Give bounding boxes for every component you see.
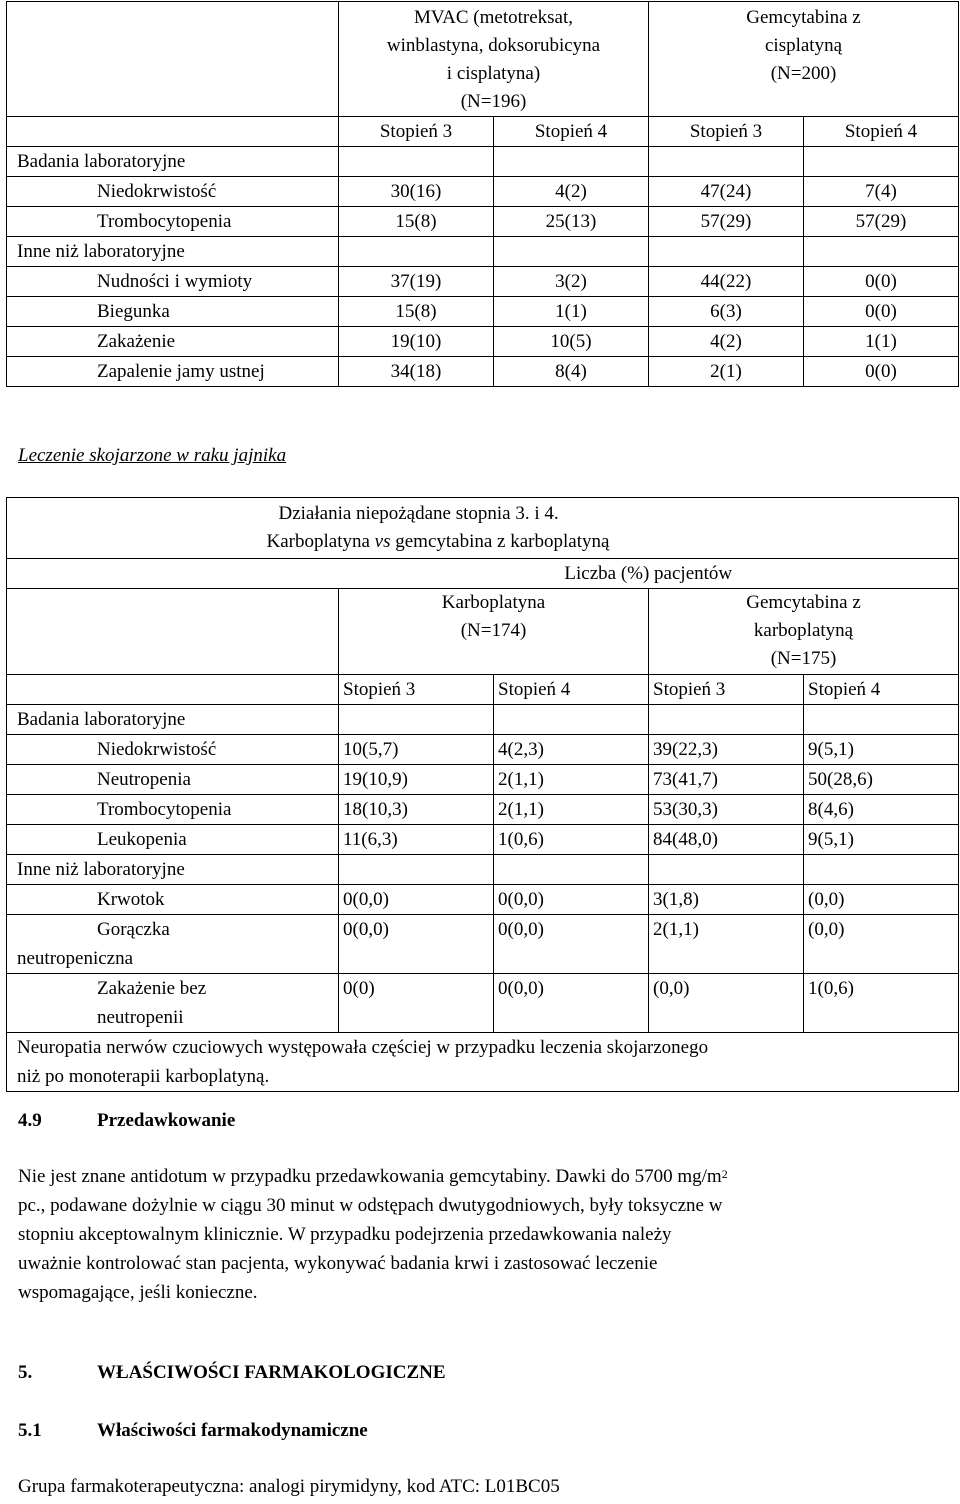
cell: 2(1,1) xyxy=(494,795,649,825)
table-row xyxy=(7,825,959,855)
cell: 0(0) xyxy=(804,267,959,297)
cell: 15(8) xyxy=(339,207,494,237)
cell: 84(48,0) xyxy=(649,825,804,855)
table-row xyxy=(7,297,959,327)
section-title: Badania laboratoryjne xyxy=(7,147,339,177)
table2-footnote-row xyxy=(7,1033,959,1092)
cell: 4(2) xyxy=(649,327,804,357)
table2-group1-header: Karboplatyna (N=174) xyxy=(339,589,649,675)
cell: 11(6,3) xyxy=(339,825,494,855)
cell: 53(30,3) xyxy=(649,795,804,825)
table-carboplatin-vs-gemcitabine xyxy=(6,497,959,1092)
grade-header: Stopień 3 xyxy=(339,675,494,705)
cell: 73(41,7) xyxy=(649,765,804,795)
section-title: Inne niż laboratoryjne xyxy=(7,237,339,267)
table2-section-row xyxy=(7,705,959,735)
cell: 44(22) xyxy=(649,267,804,297)
table-row xyxy=(7,915,959,974)
cell: (0,0) xyxy=(649,974,804,1033)
section-title: Badania laboratoryjne xyxy=(7,705,339,735)
table2-group-header-row xyxy=(7,589,959,675)
table1-group-header-row xyxy=(7,2,959,117)
cell: 3(2) xyxy=(494,267,649,297)
cell: 4(2,3) xyxy=(494,735,649,765)
cell: 57(29) xyxy=(649,207,804,237)
cell: 15(8) xyxy=(339,297,494,327)
cell: 1(0,6) xyxy=(494,825,649,855)
section-5-number: 5. xyxy=(18,1362,33,1383)
grade-header: Stopień 4 xyxy=(494,675,649,705)
section-5-1-title: Właściwości farmakodynamiczne xyxy=(97,1420,368,1441)
cell: 10(5,7) xyxy=(339,735,494,765)
table1-section-row xyxy=(7,147,959,177)
table2-grade-header-row xyxy=(7,675,959,705)
row-label: Zakażenie bez neutropenii xyxy=(7,974,339,1033)
row-label: Niedokrwistość xyxy=(7,735,339,765)
grade-header: Stopień 4 xyxy=(804,675,959,705)
cell: 19(10,9) xyxy=(339,765,494,795)
cell: 9(5,1) xyxy=(804,825,959,855)
cell: 1(1) xyxy=(494,297,649,327)
row-label: Nudności i wymioty xyxy=(7,267,339,297)
cell: 1(1) xyxy=(804,327,959,357)
cell: 0(0,0) xyxy=(494,915,649,974)
grade-header: Stopień 3 xyxy=(649,117,804,147)
cell: (0,0) xyxy=(804,885,959,915)
cell: 6(3) xyxy=(649,297,804,327)
cell: 57(29) xyxy=(804,207,959,237)
table2-title: Działania niepożądane stopnia 3. i 4. Karboplatyna vs gemcytabina z karboplatyną xyxy=(339,498,959,559)
table1-section-row xyxy=(7,237,959,267)
cell: 0(0) xyxy=(804,357,959,387)
cell: 7(4) xyxy=(804,177,959,207)
cell: 0(0,0) xyxy=(339,885,494,915)
cell: 10(5) xyxy=(494,327,649,357)
table-row xyxy=(7,327,959,357)
table2-subtitle-row xyxy=(7,559,959,589)
table-row xyxy=(7,735,959,765)
cell: 34(18) xyxy=(339,357,494,387)
grade-header: Stopień 4 xyxy=(494,117,649,147)
table-row xyxy=(7,765,959,795)
cell: 0(0,0) xyxy=(494,974,649,1033)
row-label: Gorączka neutropeniczna xyxy=(7,915,339,974)
table-row xyxy=(7,177,959,207)
cell: 0(0,0) xyxy=(494,885,649,915)
row-label: Leukopenia xyxy=(7,825,339,855)
row-label: Trombocytopenia xyxy=(7,795,339,825)
table2-section-row xyxy=(7,855,959,885)
grade-header: Stopień 3 xyxy=(649,675,804,705)
grade-header: Stopień 4 xyxy=(804,117,959,147)
table-row xyxy=(7,357,959,387)
cell: 19(10) xyxy=(339,327,494,357)
cell: 1(0,6) xyxy=(804,974,959,1033)
table-row xyxy=(7,885,959,915)
table1-grade-header-row xyxy=(7,117,959,147)
cell: 0(0) xyxy=(339,974,494,1033)
table1-group1-header: MVAC (metotreksat, winblastyna, doksorubicyna i cisplatyna) (N=196) xyxy=(339,2,649,117)
table-row xyxy=(7,207,959,237)
row-label: Krwotok xyxy=(7,885,339,915)
cell: 2(1,1) xyxy=(649,915,804,974)
cell: 18(10,3) xyxy=(339,795,494,825)
row-label: Niedokrwistość xyxy=(7,177,339,207)
grade-header: Stopień 3 xyxy=(339,117,494,147)
table2-group2-header: Gemcytabina z karboplatyną (N=175) xyxy=(649,589,959,675)
atc-line: Grupa farmakoterapeutyczna: analogi pirymidyny, kod ATC: L01BC05 xyxy=(18,1476,560,1497)
cell: 30(16) xyxy=(339,177,494,207)
cell: 0(0,0) xyxy=(339,915,494,974)
cell: 8(4) xyxy=(494,357,649,387)
table2-subtitle: Liczba (%) pacjentów xyxy=(339,559,959,589)
row-label: Neutropenia xyxy=(7,765,339,795)
section-4-9-title: Przedawkowanie xyxy=(97,1110,236,1131)
section-heading-ovarian: Leczenie skojarzone w raku jajnika xyxy=(18,445,287,466)
section-5-1-number: 5.1 xyxy=(18,1420,42,1441)
section-4-9-number: 4.9 xyxy=(18,1110,42,1131)
cell: 25(13) xyxy=(494,207,649,237)
cell: 50(28,6) xyxy=(804,765,959,795)
table-row xyxy=(7,267,959,297)
cell: 47(24) xyxy=(649,177,804,207)
cell: 2(1,1) xyxy=(494,765,649,795)
section-5-title: WŁAŚCIWOŚCI FARMAKOLOGICZNE xyxy=(97,1362,446,1383)
table1-group2-header: Gemcytabina z cisplatyną (N=200) xyxy=(649,2,959,117)
table-row xyxy=(7,795,959,825)
cell: 0(0) xyxy=(804,297,959,327)
cell: (0,0) xyxy=(804,915,959,974)
cell: 4(2) xyxy=(494,177,649,207)
table2-title-row xyxy=(7,498,959,559)
section-title: Inne niż laboratoryjne xyxy=(7,855,339,885)
row-label: Zapalenie jamy ustnej xyxy=(7,357,339,387)
cell: 2(1) xyxy=(649,357,804,387)
cell: 39(22,3) xyxy=(649,735,804,765)
row-label: Biegunka xyxy=(7,297,339,327)
row-label: Zakażenie xyxy=(7,327,339,357)
cell: 37(19) xyxy=(339,267,494,297)
table-mvac-vs-gemcitabine xyxy=(6,1,959,387)
cell: 9(5,1) xyxy=(804,735,959,765)
cell: 8(4,6) xyxy=(804,795,959,825)
overdose-paragraph: Nie jest znane antidotum w przypadku przedawkowania gemcytabiny. Dawki do 5700 $mg/m^2$ pc., podawane dożylnie w ciągu 30 minut w odstępach dwutygodniowych, były toksyczne w stopniu akceptowalnym klinicznie. W przypadku podejrzenia przedawkowania należy uważnie kontrolować stan pacjenta, wykonywać badania krwi i zastosować leczenie wspomagające, jeśli konieczne. xyxy=(18,1166,728,1303)
table2-footnote: Neuropatia nerwów czuciowych występowała częściej w przypadku leczenia skojarzonego niż po monoterapii karboplatyną. xyxy=(7,1033,959,1092)
table-row xyxy=(7,974,959,1033)
row-label: Trombocytopenia xyxy=(7,207,339,237)
cell: 3(1,8) xyxy=(649,885,804,915)
